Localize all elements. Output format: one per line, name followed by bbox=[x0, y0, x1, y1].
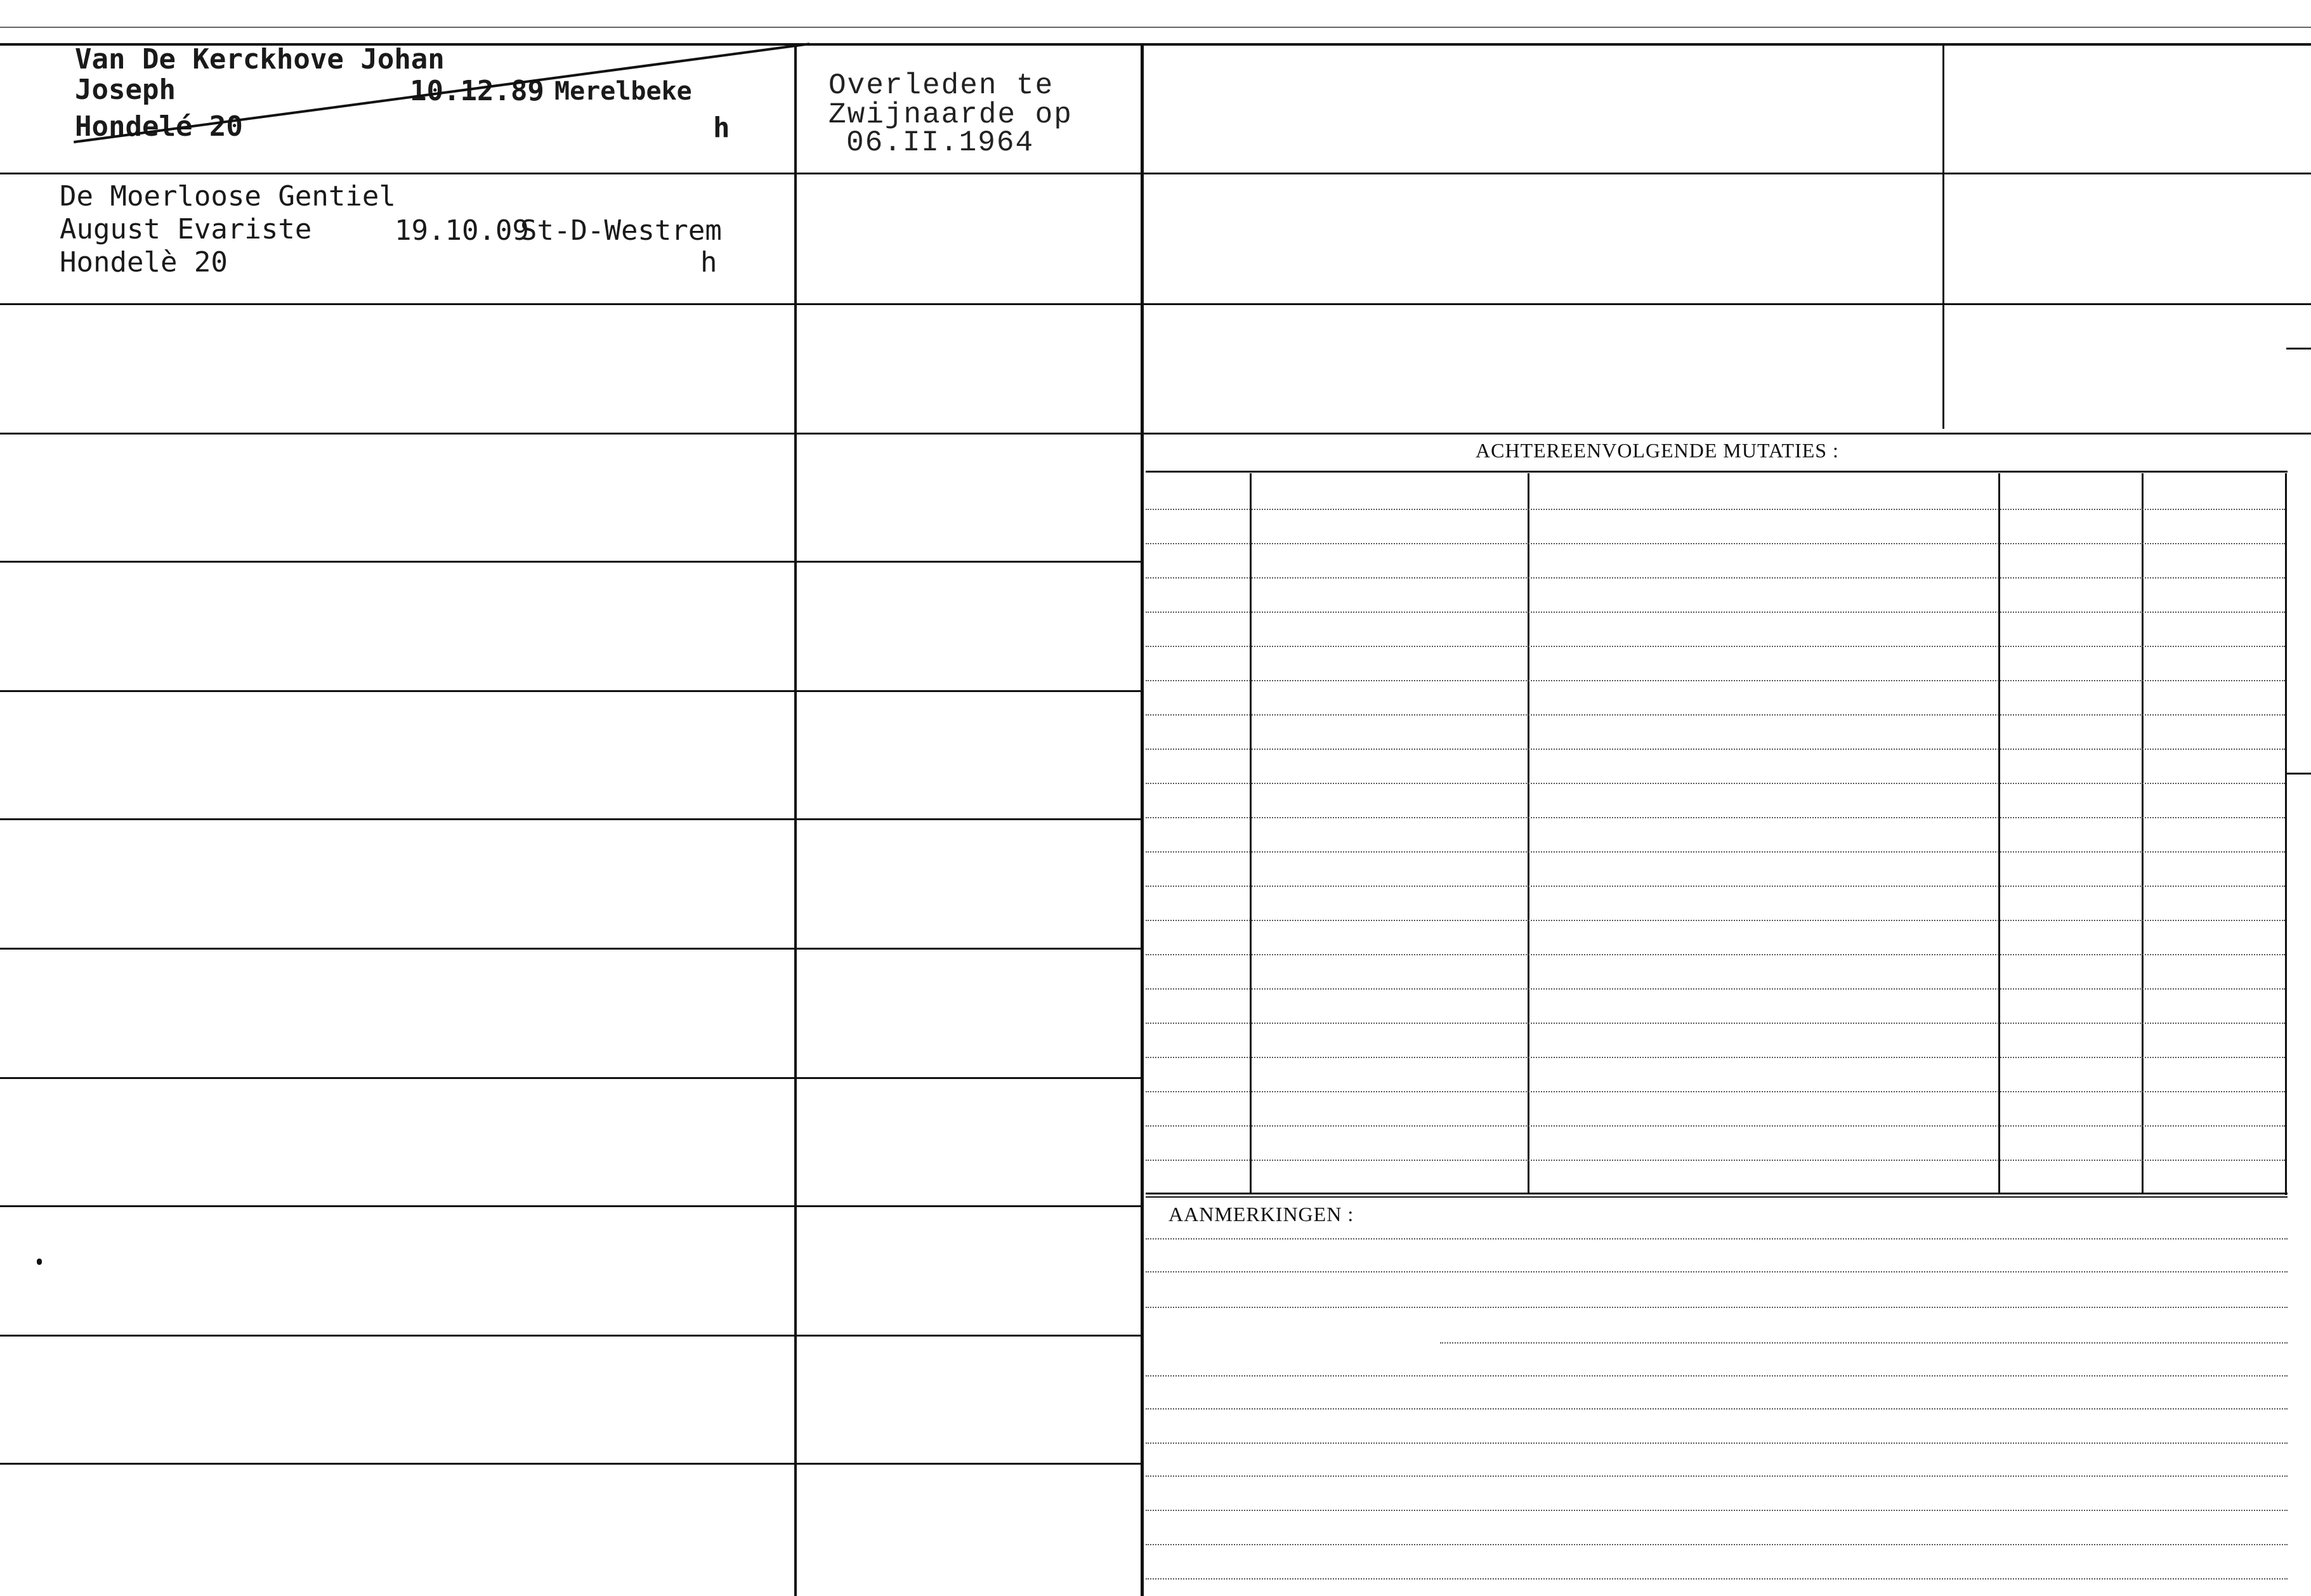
row-divider bbox=[0, 173, 1142, 174]
right-row-divider bbox=[1142, 173, 2311, 174]
edge-tick bbox=[2286, 348, 2311, 350]
person-2-line1: De Moerloose Gentiel bbox=[60, 180, 396, 213]
person-1-remark-line3: 06.II.1964 bbox=[846, 126, 1035, 159]
row-divider bbox=[0, 690, 1142, 692]
person-1-line2-name: Joseph bbox=[75, 74, 176, 106]
row-divider bbox=[0, 1205, 1142, 1207]
person-1-line3-mark: h bbox=[713, 112, 730, 144]
aanmerkingen-row bbox=[1146, 1578, 2288, 1580]
person-1-line1: Van De Kerckhove Johan bbox=[75, 43, 445, 75]
row-divider bbox=[0, 1077, 1142, 1079]
aanmerkingen-row bbox=[1146, 1238, 2288, 1240]
mutaties-row bbox=[1146, 988, 2285, 990]
mutaties-col bbox=[1998, 473, 2000, 1193]
aanmerkingen-row bbox=[1146, 1271, 2288, 1272]
mutaties-row bbox=[1146, 783, 2285, 784]
person-1-remark-line1: Overleden te bbox=[828, 69, 1054, 102]
mutaties-row bbox=[1146, 1125, 2285, 1127]
mutaties-top bbox=[1146, 471, 2288, 473]
person-2-line2-place: St-D-Westrem bbox=[520, 214, 722, 247]
mutaties-row bbox=[1146, 577, 2285, 579]
right-row-divider bbox=[1142, 433, 2311, 435]
right-column-divider bbox=[1942, 46, 1944, 429]
person-2-line2-date: 19.10.09 bbox=[395, 214, 529, 247]
aanmerkingen-row bbox=[1146, 1375, 2288, 1377]
mutaties-bottom bbox=[1146, 1193, 2288, 1194]
mutaties-row bbox=[1146, 1091, 2285, 1092]
mutaties-row bbox=[1146, 954, 2285, 955]
mutaties-row bbox=[1146, 612, 2285, 613]
row-divider bbox=[0, 561, 1142, 563]
person-1-line3-address: Hondelé 20 bbox=[75, 110, 243, 143]
mutaties-row bbox=[1146, 1057, 2285, 1058]
mutaties-row bbox=[1146, 646, 2285, 647]
mutaties-row bbox=[1146, 886, 2285, 887]
row-divider bbox=[0, 433, 1142, 435]
column-divider-1 bbox=[794, 43, 797, 1596]
row-divider bbox=[0, 818, 1142, 820]
aanmerkingen-title: AANMERKINGEN : bbox=[1169, 1203, 1354, 1226]
mutaties-col bbox=[1528, 473, 1529, 1193]
mutaties-row bbox=[1146, 851, 2285, 853]
mutaties-row bbox=[1146, 817, 2285, 818]
person-2-line3-address: Hondelè 20 bbox=[60, 246, 228, 278]
aanmerkingen-row bbox=[1146, 1442, 2288, 1444]
person-1-remark-line2: Zwijnaarde op bbox=[828, 98, 1073, 131]
ink-dot bbox=[37, 1259, 42, 1265]
aanmerkingen-row bbox=[1146, 1544, 2288, 1545]
mutaties-row bbox=[1146, 543, 2285, 544]
top-border bbox=[0, 27, 2311, 28]
mutaties-col bbox=[1250, 473, 1252, 1193]
aanmerkingen-row bbox=[1440, 1342, 2288, 1344]
edge-tick bbox=[2286, 773, 2311, 775]
mutaties-col bbox=[2142, 473, 2144, 1193]
right-row-divider bbox=[1142, 303, 2311, 305]
mutaties-row bbox=[1146, 749, 2285, 750]
row-divider bbox=[0, 303, 1142, 305]
person-2-line3-mark: h bbox=[700, 246, 717, 278]
mutaties-row bbox=[1146, 1160, 2285, 1161]
column-divider-2 bbox=[1141, 43, 1144, 1596]
aanmerkingen-row bbox=[1146, 1408, 2288, 1410]
aanmerkingen-row bbox=[1146, 1307, 2288, 1308]
mutaties-row bbox=[1146, 714, 2285, 716]
row-divider bbox=[0, 1463, 1142, 1465]
row-divider bbox=[0, 948, 1142, 950]
mutaties-title: ACHTEREENVOLGENDE MUTATIES : bbox=[1476, 439, 1839, 462]
aanmerkingen-row bbox=[1146, 1510, 2288, 1511]
person-1-line2-date: 10.12.89 bbox=[410, 75, 544, 107]
aanmerkingen-row bbox=[1146, 1475, 2288, 1477]
mutaties-row bbox=[1146, 920, 2285, 921]
mutaties-row bbox=[1146, 1023, 2285, 1024]
mutaties-col bbox=[2285, 473, 2287, 1195]
mutaties-row bbox=[1146, 680, 2285, 681]
aanmerkingen-top bbox=[1146, 1196, 2288, 1198]
mutaties-row bbox=[1146, 509, 2285, 510]
row-divider bbox=[0, 1335, 1142, 1337]
person-1-line2-place: Merelbeke bbox=[554, 77, 692, 106]
person-2-line2-name: August Evariste bbox=[60, 213, 312, 245]
